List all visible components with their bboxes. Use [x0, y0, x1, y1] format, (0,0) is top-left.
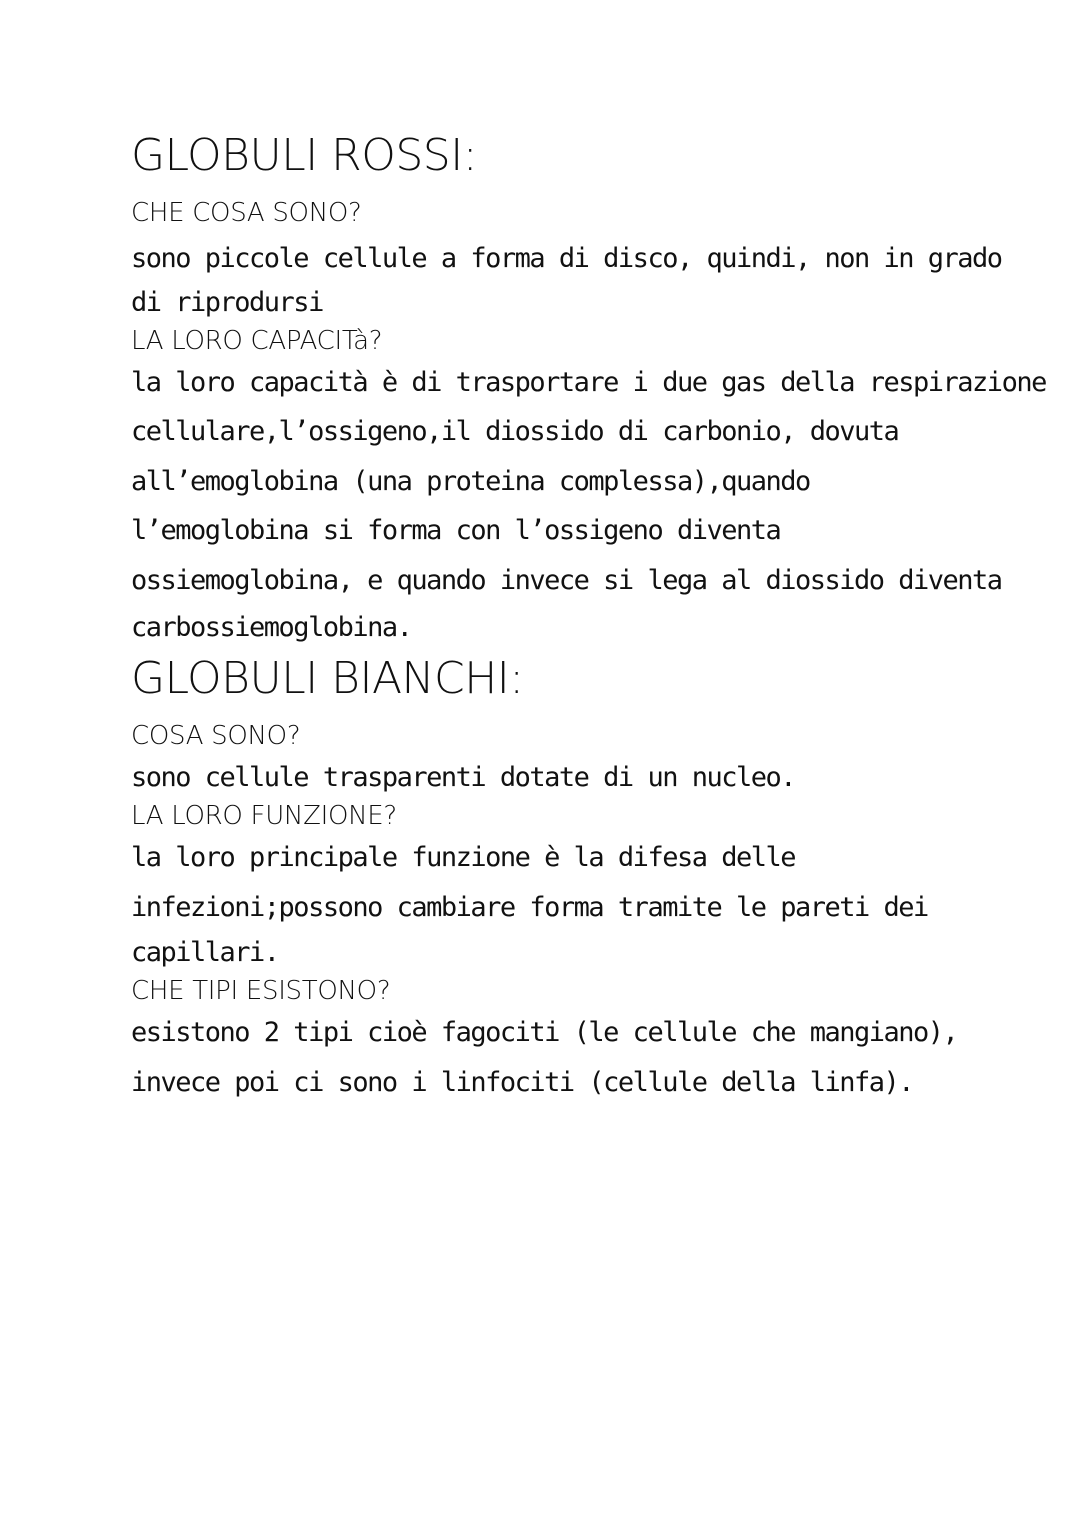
answer-line: la loro principale funzione è la difesa delle: [131, 842, 795, 873]
document-page: [131, 128, 1046, 1107]
section-heading-globuli-bianchi: GLOBULI BIANCHI:: [131, 653, 524, 704]
answer-line: esistono 2 tipi cioè fagociti (le cellule che mangiano),: [131, 1017, 958, 1048]
question-la-loro-capacita: LA LORO CAPACITà?: [131, 325, 383, 356]
answer-line: sono cellule trasparenti dotate di un nucleo.: [131, 762, 795, 793]
answer-line: la loro capacità è di trasportare i due gas della respirazione: [131, 366, 1046, 398]
question-la-loro-funzione: LA LORO FUNZIONE?: [131, 801, 397, 831]
answer-line: infezioni;possono cambiare forma tramite le pareti dei: [131, 891, 928, 923]
answer-line: invece poi ci sono i linfociti (cellule della linfa).: [131, 1066, 914, 1098]
answer-line: di riprodursi: [131, 286, 323, 318]
section-heading-globuli-rossi: GLOBULI ROSSI:: [131, 130, 478, 181]
answer-line: l’emoglobina si forma con l’ossigeno diventa: [131, 515, 781, 546]
answer-line: ossiemoglobina, e quando invece si lega al diossido diventa: [131, 564, 1002, 596]
question-cosa-sono: COSA SONO?: [131, 721, 301, 751]
answer-line: capillari.: [131, 937, 279, 968]
answer-line: all’emoglobina (una proteina complessa),quando: [131, 465, 810, 497]
question-che-cosa-sono: CHE COSA SONO?: [131, 198, 362, 228]
answer-line: sono piccole cellule a forma di disco, quindi, non in grado: [131, 243, 1002, 274]
question-che-tipi-esistono: CHE TIPI ESISTONO?: [131, 976, 391, 1006]
answer-line: cellulare,l’ossigeno,il diossido di carbonio, dovuta: [131, 416, 899, 447]
answer-line: carbossiemoglobina.: [131, 612, 412, 643]
